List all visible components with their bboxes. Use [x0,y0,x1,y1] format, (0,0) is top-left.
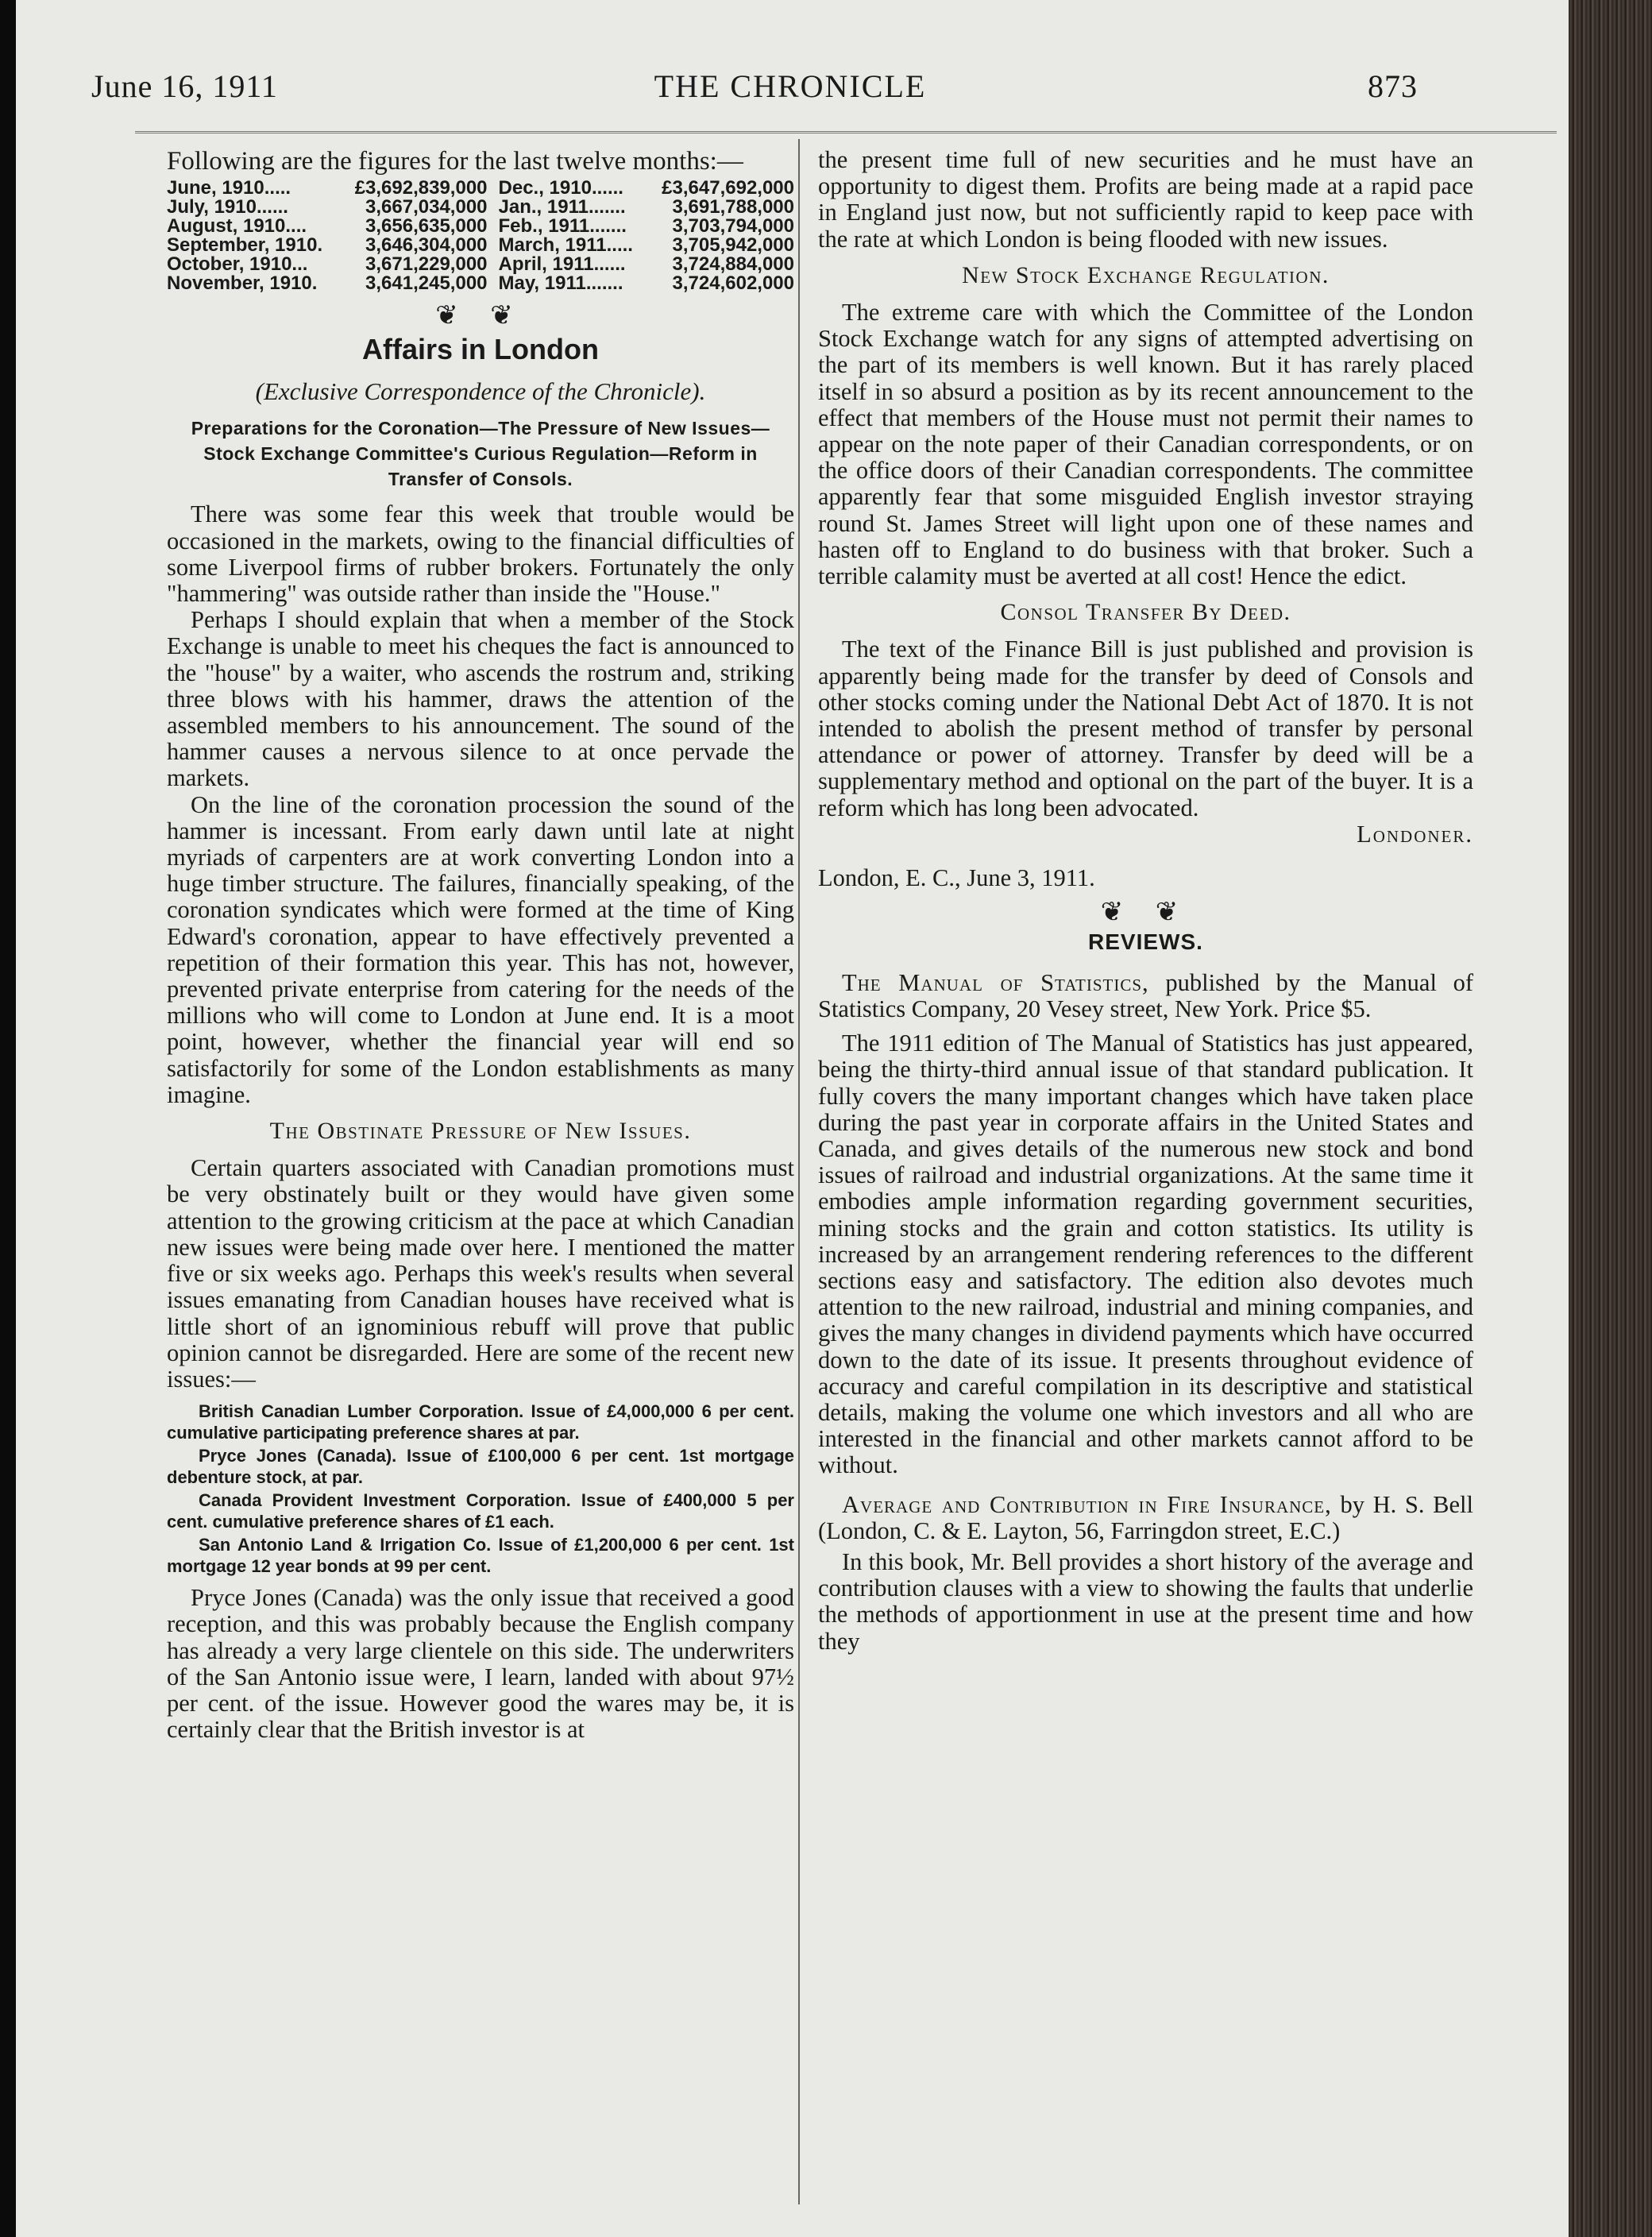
review-entry [818,1492,1473,1544]
review-title: The Manual of Statistics, [842,968,1149,996]
figures-value: 3,671,229,000 [365,253,488,275]
figures-value: 3,703,794,000 [672,215,794,237]
newspaper-page [16,0,1596,2237]
figures-month: Feb., 1911....... [498,215,627,237]
figures-value: 3,724,884,000 [672,253,794,275]
signature: Londoner. [1357,820,1473,848]
article-title: Affairs in London [362,333,599,366]
figures-value: 3,667,034,000 [365,196,488,218]
figures-row [167,236,794,255]
paragraph: There was some fear this week that trouble would be occasioned in the markets, owing to the financial difficulties of some Liverpool firms of rubber brokers. Fortunately the only "hammering" was outside rather than inside the "House." [167,500,794,608]
section-heading: New Stock Exchange Regulation. [962,261,1330,288]
figures-value: 3,724,602,000 [672,272,794,294]
section-heading: Consol Transfer By Deed. [1000,599,1291,626]
figures-intro: Following are the figures for the last twelve months:— [167,147,743,176]
figures-month: October, 1910... [167,253,308,275]
figures-month: September, 1910. [167,234,323,256]
column-divider [798,139,800,2204]
header-date: June 16, 1911 [91,68,278,104]
reviews-heading: REVIEWS. [1088,929,1203,955]
issue-listing: British Canadian Lumber Corporation. Issue of £4,000,000 6 per cent. cumulative participating preference shares at par. [167,1401,794,1443]
paragraph: On the line of the coronation procession the sound of the hammer is incessant. From early dawn until late at night myriads of carpenters are at work converting London into a huge timber structure. The failures, financially speaking, of the coronation syndicates which were formed at the time of King Edward's coronation, appear to have effectively prevented a repetition of their formation this year. This has not, however, prevented private enterprise from catering for the needs of the millions who will come to London at June end. It is a moot point, however, whether the financial year will end so satisfactorily for some of the London establishments as many imagine. [167,790,794,1108]
header-title: THE CHRONICLE [654,68,927,104]
review-citation: by H. S. Bell (London, C. & E. Layton, 56, Farringdon street, E.C.) [818,1490,1474,1544]
paragraph: the present time full of new securities and he must have an opportunity to digest them. Profits are being made at a rapid pace in England just now, but not sufficiently rapid to keep pace with the rate at which London is being flooded with new issues. [818,146,1473,253]
right-column [818,147,1473,1655]
figures-month: March, 1911..... [498,234,633,256]
issue-listing: Pryce Jones (Canada). Issue of £100,000 6 per cent. 1st mortgage debenture stock, at par. [167,1446,794,1488]
figures-value: 3,691,788,000 [672,196,794,218]
figures-month: June, 1910..... [167,177,291,199]
figures-value: 3,656,635,000 [365,215,488,237]
dateline: London, E. C., June 3, 1911. [818,864,1095,892]
article-deck: Preparations for the Coronation—The Pressure of New Issues—Stock Exchange Committee's Curious Regulation—Reform in Transfer of Consols. [191,418,770,490]
figures-month: April, 1911...... [498,253,626,275]
ornament-icon: ❦ ❦ [1100,898,1191,928]
figures-row [167,217,794,236]
header-rule [135,131,1557,133]
left-column [167,147,794,1743]
figures-month: August, 1910.... [167,215,307,237]
figures-table [167,179,794,293]
paragraph: Pryce Jones (Canada) was the only issue that received a good reception, and this was probably because the English company has already a very large clientele on this side. The underwriters of the San Antonio issue were, I learn, landed with about 97½ per cent. of the issue. However good the wares may be, it is certainly clear that the British investor is at [167,1584,794,1744]
figures-value: £3,692,839,000 [354,177,488,199]
figures-month: May, 1911....... [498,272,623,294]
ornament-icon: ❦ ❦ [435,301,526,330]
book-binding [1569,0,1652,2237]
figures-month: July, 1910...... [167,196,288,218]
paragraph: Certain quarters associated with Canadian promotions must be very obstinately built or they would have given some attention to the growing criticism at the pace at which Canadian new issues were being made over here. I mentioned the matter five or six weeks ago. Perhaps this week's results when several issues emanating from Canadian houses have received what is little short of an ignominious rebuff will prove that public opinion cannot be disregarded. Here are some of the recent new issues:— [167,1154,794,1393]
figures-row [167,198,794,217]
figures-value: 3,641,245,000 [365,272,488,294]
figures-row [167,179,794,198]
issue-listing: San Antonio Land & Irrigation Co. Issue of £1,200,000 6 per cent. 1st mortgage 12 year bonds at 99 per cent. [167,1535,794,1577]
review-entry [818,970,1473,1022]
paragraph: The extreme care with which the Committee of the London Stock Exchange watch for any signs of attempted advertising on the part of its members is well known. But it has rarely placed itself in so absurd a position as by its recent announcement to the effect that members of the House must not permit their names to appear on the note paper of their Canadian correspondents, or on the office doors of their Canadian correspondents. The committee apparently fear that some misguided English investor straying round St. James Street will light upon one of these names and hasten off to England to do business with that broker. Such a terrible calamity must be averted at all cost! Hence the edict. [818,299,1473,590]
paragraph: The text of the Finance Bill is just published and provision is apparently being made for the transfer by deed of Consols and other stocks coming under the National Debt Act of 1870. It is not intended to abolish the present method of transfer by personal attendance or power of attorney. Transfer by deed will be a supplementary method and optional on the part of the buyer. It is a reform which has long been advocated. [818,636,1473,821]
article-subtitle: (Exclusive Correspondence of the Chronicle). [255,377,706,406]
review-title: Average and Contribution in Fire Insurance, [842,1490,1332,1518]
review-citation: published by the Manual of Statistics Company, 20 Vesey street, New York. Price $5. [818,968,1474,1022]
figures-month: Dec., 1910...... [498,177,623,199]
paragraph: In this book, Mr. Bell provides a short history of the average and contribution clauses with a view to showing the faults that underlie the methods of apportionment in use at the present time and how they [818,1547,1473,1655]
issue-listing: Canada Provident Investment Corporation. Issue of £400,000 5 per cent. cumulative preference shares of £1 each. [167,1490,794,1532]
header-page-number: 873 [1368,68,1418,104]
figures-row [167,255,794,274]
figures-month: Jan., 1911....... [498,196,626,218]
figures-row [167,274,794,293]
figures-value: 3,646,304,000 [365,234,488,256]
figures-value: £3,647,692,000 [662,177,794,199]
paragraph: The 1911 edition of The Manual of Statistics has just appeared, being the thirty-third annual issue of that standard publication. It fully covers the many important changes which have taken place during the past year in corporate affairs in the United States and Canada, and gives details of the numerous new stock and bond issues of railroad and industrial organizations. At the same time it embodies ample information regarding government securities, mining stocks and the grain and cotton statistics. Its utility is increased by an arrangement rendering references to the different sections easy and satisfactory. The edition also devotes much attention to the new railroad, industrial and mining companies, and gives the many changes in dividend payments which have occurred down to the date of its issue. It presents throughout evidence of accuracy and careful compilation in its descriptive and statistical details, making the volume one which investors and all who are interested in the financial and other markets cannot afford to be without. [818,1030,1473,1479]
section-heading: The Obstinate Pressure of New Issues. [269,1118,692,1145]
figures-value: 3,705,942,000 [672,234,794,256]
figures-month: November, 1910. [167,272,318,294]
paragraph: Perhaps I should explain that when a member of the Stock Exchange is unable to meet his cheques the fact is announced to the "house" by a waiter, who ascends the rostrum and, striking three blows with his hammer, draws the attention of the assembled members to his announcement. The sound of the hammer causes a nervous silence to at once pervade the markets. [167,606,794,792]
